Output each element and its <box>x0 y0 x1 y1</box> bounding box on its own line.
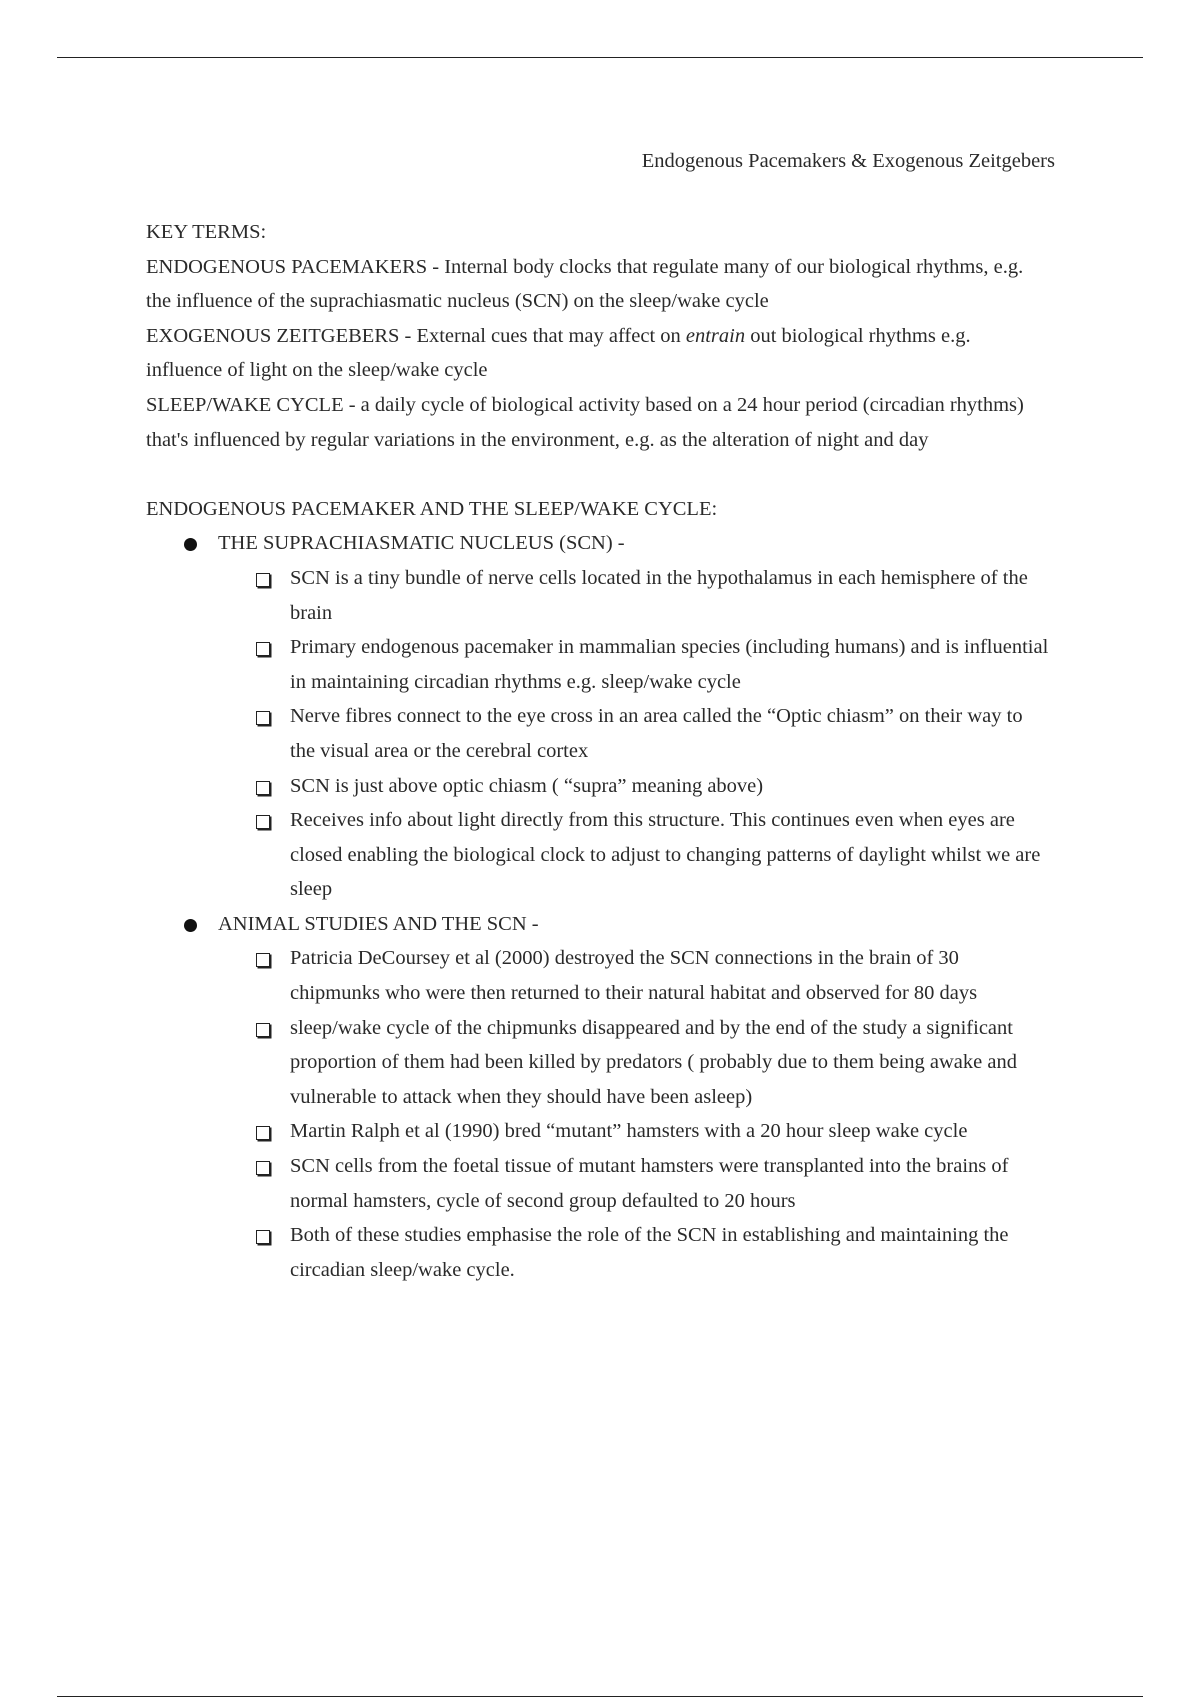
list-item-text: sleep/wake cycle of the chipmunks disappeared and by the end of the study a significant proportion of them had been killed by predators ( probably due to them being awake and vulnerable to attack when they should have been asleep) <box>290 1016 1017 1108</box>
key-term-definition-italic: entrain <box>685 324 746 347</box>
bullet-dot-icon <box>184 538 197 551</box>
checkbox-square-icon <box>256 711 270 725</box>
list-item <box>146 561 1051 630</box>
bullet-heading: ANIMAL STUDIES AND THE SCN - <box>218 912 539 935</box>
bottom-rule <box>57 1696 1143 1697</box>
list-item-text: Both of these studies emphasise the role of the SCN in establishing and maintaining the circadian sleep/wake cycle. <box>290 1224 1009 1281</box>
key-term-exogenous-zeitgebers <box>146 319 1051 388</box>
list-item <box>146 941 1051 1010</box>
list-item-text: Patricia DeCoursey et al (2000) destroyed the SCN connections in the brain of 30 chipmunks who were then returned to their natural habitat and observed for 80 days <box>290 947 978 1005</box>
checkbox-square-icon <box>256 1126 270 1140</box>
checkbox-square-icon <box>256 781 270 795</box>
list-item-text: Nerve fibres connect to the eye cross in an area called the “Optic chiasm” on their way to the visual area or the cerebral cortex <box>290 705 1023 762</box>
key-term-label: ENDOGENOUS PACEMAKERS <box>146 255 428 278</box>
key-term-definition: - a daily cycle of biological activity based on a 24 hour period (circadian rhythms) that's influenced by regular variations in the environment, e.g. as the alteration of night and day <box>146 393 1024 451</box>
list-item <box>146 1011 1051 1115</box>
checkbox-square-icon <box>256 642 270 656</box>
list-item <box>146 1114 1051 1149</box>
list-item <box>146 699 1051 768</box>
paragraph-spacer <box>146 457 1051 492</box>
key-terms-heading: KEY TERMS: <box>146 221 267 243</box>
checkbox-square-icon <box>256 573 270 587</box>
list-item-text: SCN is a tiny bundle of nerve cells located in the hypothalamus in each hemisphere of the brain <box>290 566 1028 624</box>
list-item-text: SCN cells from the foetal tissue of mutant hamsters were transplanted into the brains of normal hamsters, cycle of second group defaulted to 20 hours <box>290 1155 1009 1212</box>
top-rule <box>57 57 1143 58</box>
document-body <box>146 215 1051 1287</box>
list-item-text: Martin Ralph et al (1990) bred “mutant” hamsters with a 20 hour sleep wake cycle <box>290 1120 968 1143</box>
key-term-endogenous-pacemakers <box>146 250 1051 319</box>
checkbox-square-icon <box>256 815 270 829</box>
key-term-definition: - Internal body clocks that regulate many of our biological rhythms, e.g. the influence of the suprachiasmatic nucleus (SCN) on the sleep/wake cycle <box>146 255 1024 313</box>
key-term-label: SLEEP/WAKE CYCLE <box>146 393 344 416</box>
key-term-definition: - External cues that may affect on <box>399 324 686 347</box>
list-item <box>146 803 1051 907</box>
document-title: Endogenous Pacemakers & Exogenous Zeitgebers <box>641 150 1055 172</box>
bullet-heading: THE SUPRACHIASMATIC NUCLEUS (SCN) - <box>218 532 625 555</box>
list-item-text: Receives info about light directly from this structure. This continues even when eyes are closed enabling the biological clock to adjust to changing patterns of daylight whilst we are sleep <box>290 809 1041 901</box>
list-item <box>146 1149 1051 1218</box>
checkbox-square-icon <box>256 1023 270 1037</box>
bullet-dot-icon <box>184 919 197 932</box>
list-item-text: Primary endogenous pacemaker in mammalian species (including humans) and is influential in maintaining circadian rhythms e.g. sleep/wake cycle <box>290 636 1049 693</box>
checkbox-square-icon <box>256 1161 270 1175</box>
list-item <box>146 630 1051 699</box>
list-item <box>146 769 1051 804</box>
list-item <box>146 1218 1051 1287</box>
key-term-sleep-wake-cycle <box>146 388 1051 457</box>
animal-studies-points-list <box>146 941 1051 1287</box>
bullet-item-animal-studies <box>146 907 1051 942</box>
checkbox-square-icon <box>256 953 270 967</box>
key-term-label: EXOGENOUS ZEITGEBERS <box>146 324 400 347</box>
section-heading: ENDOGENOUS PACEMAKER AND THE SLEEP/WAKE CYCLE: <box>146 497 718 520</box>
list-item-text: SCN is just above optic chiasm ( “supra” meaning above) <box>290 774 764 797</box>
key-term-definition: out biological rhythms e.g. influence of light on the sleep/wake cycle <box>146 324 971 382</box>
scn-points-list <box>146 561 1051 907</box>
checkbox-square-icon <box>256 1230 270 1244</box>
bullet-item-scn <box>146 526 1051 561</box>
